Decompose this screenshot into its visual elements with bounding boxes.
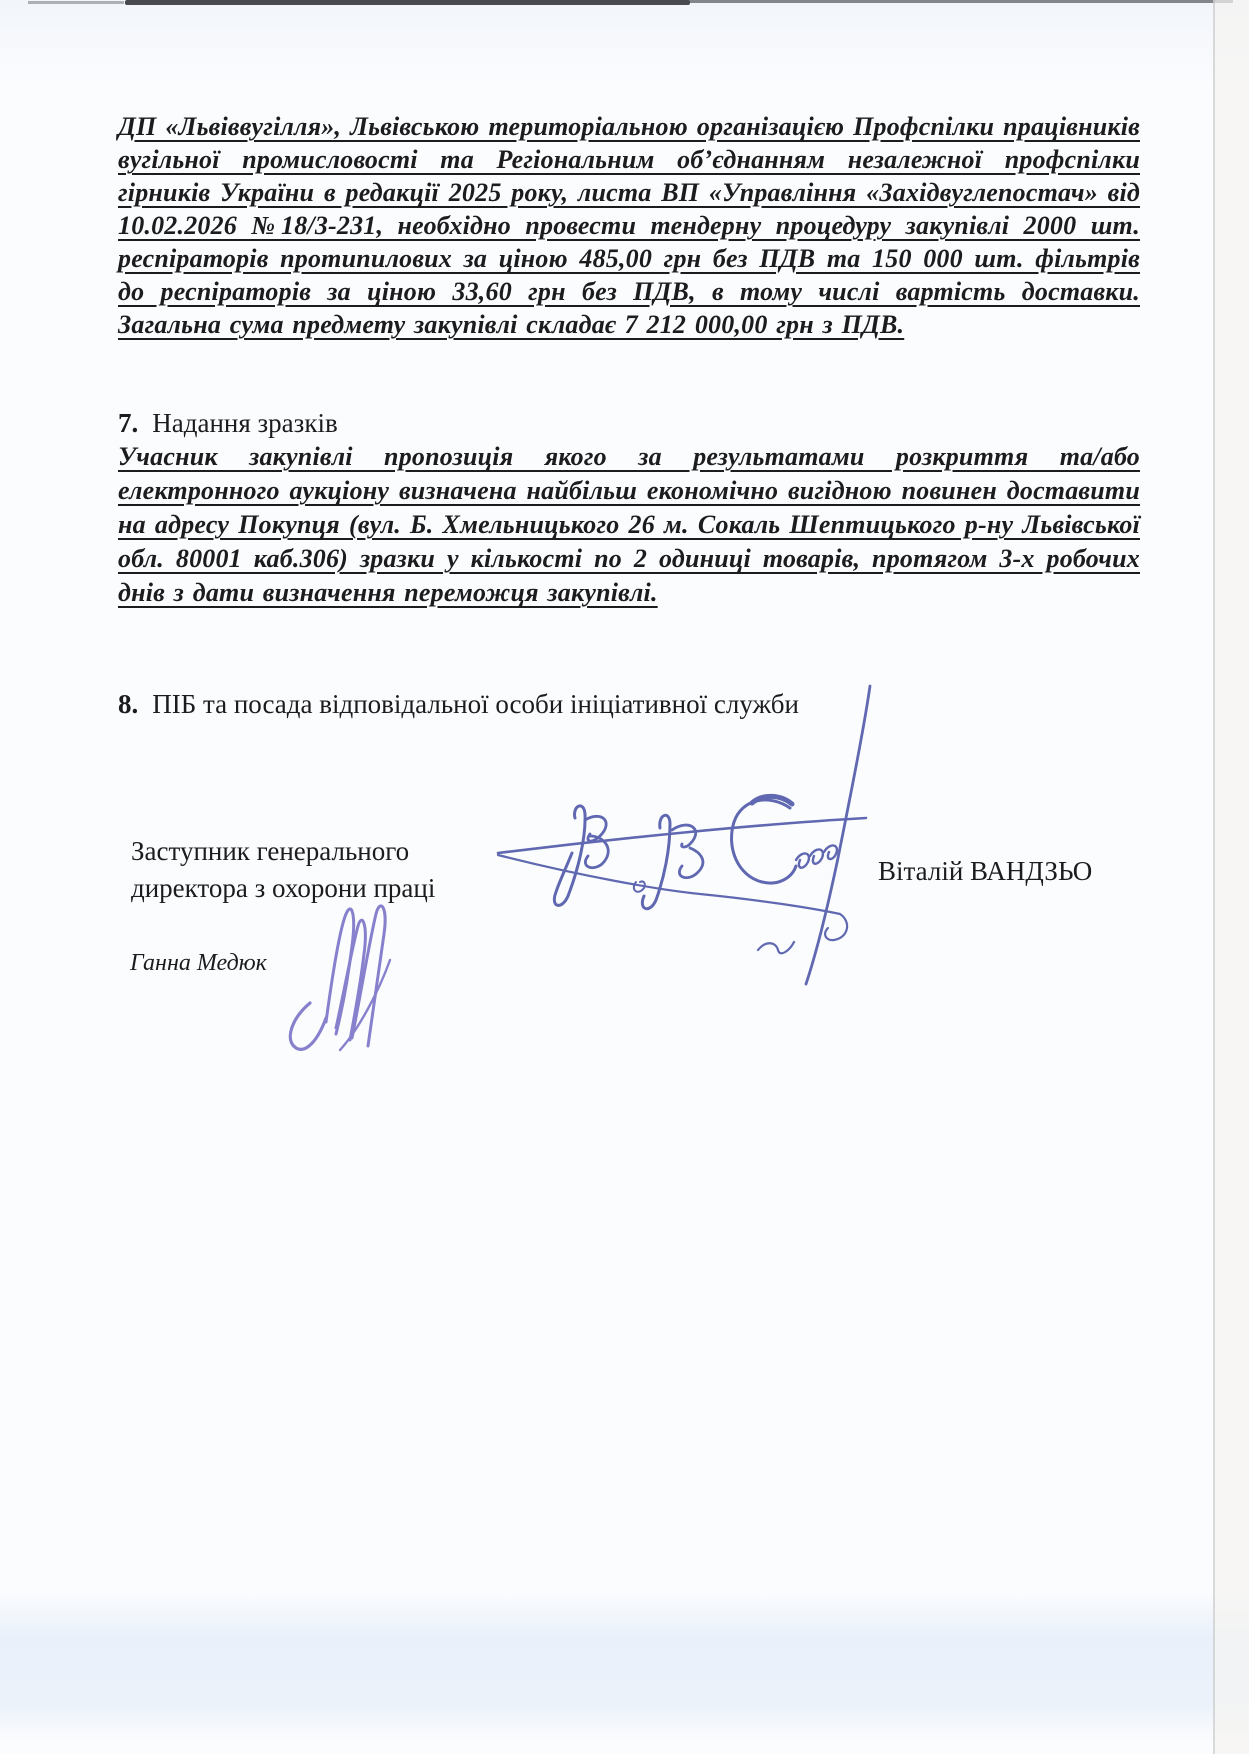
section-7-title: Надання зразків	[152, 408, 338, 438]
intro-paragraph: ДП «Львіввугілля», Львівською територіальною організацією Профспілки працівників вугільної промисловості та Регіональним об’єднанням незалежної профспілки гірників України в редакції 2025 року, листа ВП «Управління «Західвуглепостач» від 10.02.2026 №18/3-231, необхідно провести тендерну процедуру закупівлі 2000 шт. респіраторів протипилових за ціною 485,00 грн без ПДВ та 150 000 шт. фільтрів до респіраторів за ціною 33,60 грн без ПДВ, в тому числі вартість доставки. Загальна сума предмету закупівлі складає 7 212 000,00 грн з ПДВ.	[118, 112, 1140, 339]
scan-edge-right-strip	[1215, 0, 1249, 1754]
scan-edge-artifact	[125, 0, 690, 5]
scan-tint-bottom	[0, 1592, 1249, 1742]
signature-ink-secondary	[268, 893, 418, 1078]
scan-edge-artifact	[28, 1, 124, 4]
signer-name: Віталій ВАНДЗЬО	[878, 856, 1093, 886]
signature-position-title	[131, 833, 435, 907]
preparer-name: Ганна Медюк	[130, 950, 267, 976]
position-title-line1: Заступник генерального	[131, 836, 410, 866]
section-8-title: ПІБ та посада відповідальної особи ініціативної служби	[152, 689, 799, 719]
scan-tint-top	[0, 0, 1249, 90]
section-7-number: 7.	[118, 408, 139, 438]
section-7-heading	[118, 407, 338, 439]
scan-edge-artifact	[688, 0, 1233, 3]
samples-paragraph: Учасник закупівлі пропозиція якого за результатами розкриття та/або електронного аукціону визначена найбільш економічно вигідною повинен доставити на адресу Покупця (вул. Б. Хмельницького 26 м. Сокаль Шептицького р-ну Львівської обл. 80001 каб.306) зразки у кількості по 2 одиниці товарів, протягом 3-х робочих днів з дати визначення переможця закупівлі.	[118, 442, 1140, 607]
section-8-number: 8.	[118, 689, 139, 719]
section-8-heading	[118, 688, 799, 720]
position-title-line2: директора з охорони праці	[131, 873, 436, 903]
scan-edge-right-line	[1213, 0, 1215, 1754]
